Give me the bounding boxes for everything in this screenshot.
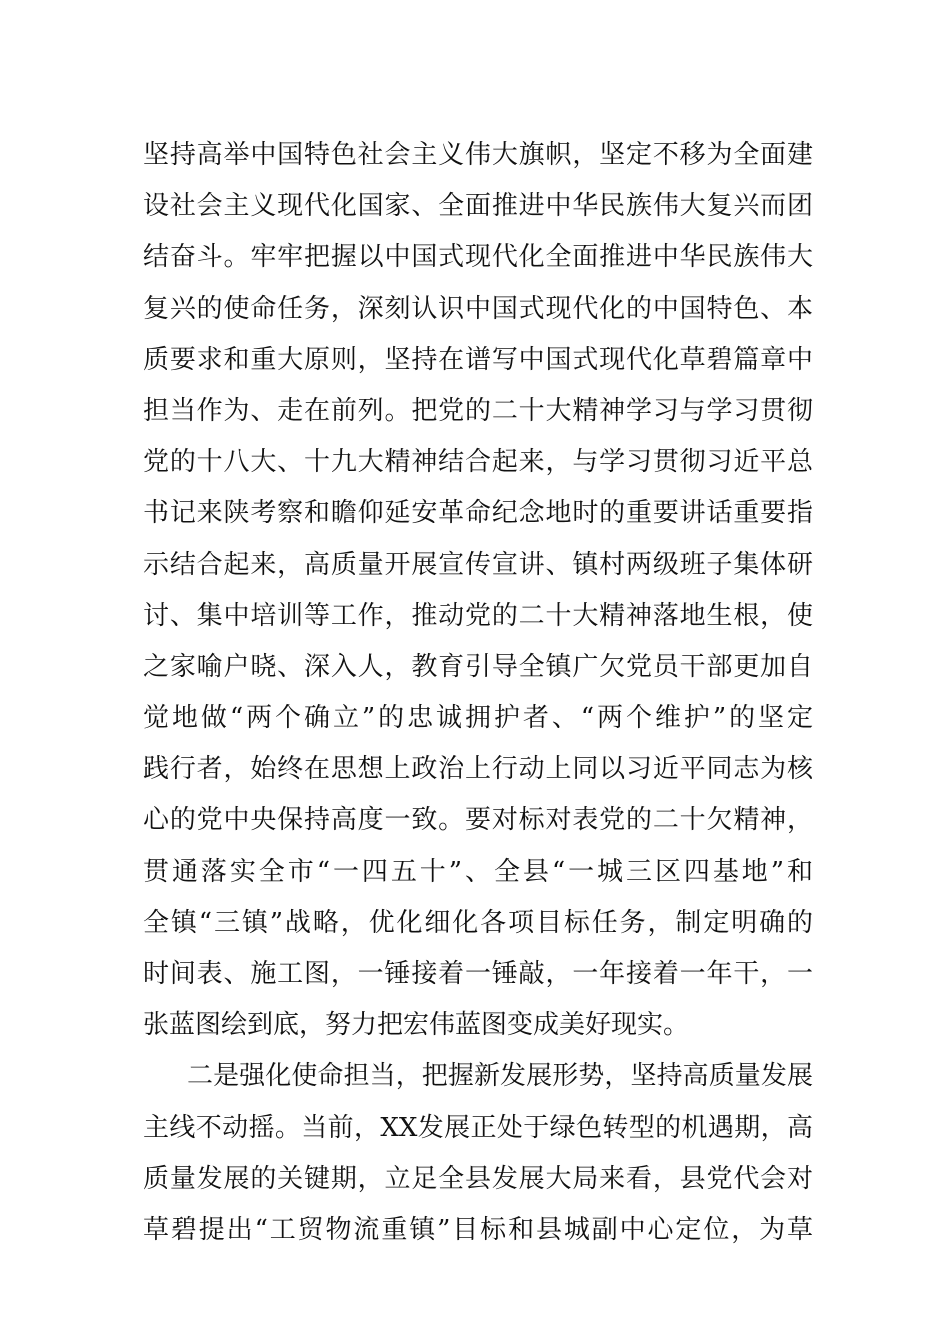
text-line: 复兴的使命任务，深刻认识中国式现代化的中国特色、本 [143,293,813,324]
paragraph-end-line: 张蓝图绘到底，努力把宏伟蓝图变成美好现实。 [143,1010,690,1041]
text-line: 担当作为、走在前列。把党的二十大精神学习与学习贯彻 [143,395,813,426]
text-line: 讨、集中培训等工作，推动党的二十大精神落地生根，使 [143,600,813,631]
text-line: 心的党中央保持高度一致。要对标对表党的二十欠精神， [143,805,813,836]
text-line: 质量发展的关键期，立足全县发展大局来看，县党代会对 [143,1163,813,1194]
text-line: 时间表、施工图，一锤接着一锤敲，一年接着一年干，一 [143,959,813,989]
text-line: 践行者，始终在思想上政治上行动上同以习近平同志为核 [143,754,813,785]
text-line: 书记来陕考察和瞻仰延安革命纪念地时的重要讲话重要指 [143,498,813,529]
text-line: 之家喻户晓、深入人，教育引导全镇广欠党员干部更加自 [143,651,813,682]
text-line: 设社会主义现代化国家、全面推进中华民族伟大复兴而团 [143,191,813,222]
text-line: 草碧提出“工贸物流重镇”目标和县城副中心定位，为草 [143,1214,813,1245]
text-line: 党的十八大、十九大精神结合起来，与学习贯彻习近平总 [143,447,813,478]
text-line: 主线不动摇。当前，XX发展正处于绿色转型的机遇期，高 [143,1112,813,1143]
paragraph-start-line: 二是强化使命担当，把握新发展形势，坚持高质量发展 [187,1061,813,1092]
text-line: 示结合起来，高质量开展宣传宣讲、镇村两级班子集体研 [143,549,813,580]
text-line: 觉地做“两个确立”的忠诚拥护者、“两个维护”的坚定 [143,703,813,734]
text-line: 全镇“三镇”战略，优化细化各项目标任务，制定明确的 [143,907,813,938]
text-line: 贯通落实全市“一四五十”、全县“一城三区四基地”和 [143,856,813,887]
text-line: 质要求和重大原则，坚持在谱写中国式现代化草碧篇章中 [143,344,813,375]
text-line: 坚持高举中国特色社会主义伟大旗帜，坚定不移为全面建 [143,140,813,170]
body-text [143,130,813,1256]
text-line: 结奋斗。牢牢把握以中国式现代化全面推进中华民族伟大 [143,242,813,273]
